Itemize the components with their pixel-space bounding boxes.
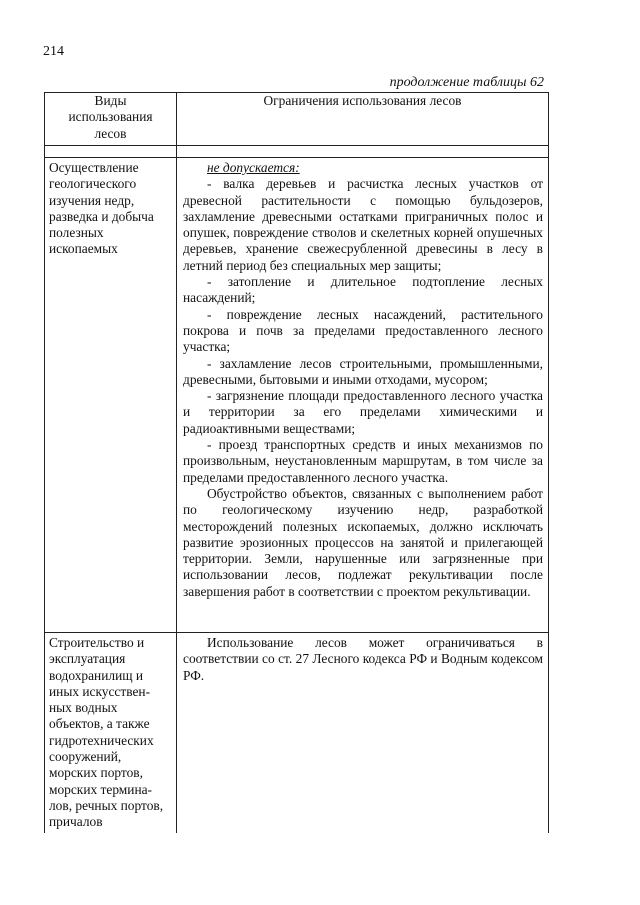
- table-row: [45, 158, 549, 633]
- use-type-cell: Осуществление геологического изучения недр, разведка и добыча полезных ископаемых: [45, 158, 177, 633]
- restrictions-table: [44, 92, 549, 833]
- page-number: 214: [43, 44, 64, 59]
- restriction-item: - проезд транспортных средств и иных механизмов по произвольным, неустановленным маршрутам, в том числе за пределами предоставленного лесного участка.: [183, 437, 543, 485]
- table-caption: продолжение таблицы 62: [389, 75, 544, 90]
- restriction-item: - валка деревьев и расчистка лесных участков от древесной растительности с помощью бульдозеров, захламление древесными остатками приграничных полос и опушек, повреждение стволов и скелетных корней опушечных деревьев, хранение свежесрубленной древесины в лесу в летний период без специальных мер защиты;: [183, 176, 543, 273]
- spacer-cell: [177, 146, 549, 158]
- use-type-cell: Строительство и эксплуатация водохранилищ и иных искусствен- ных водных объектов, а также гидротехнических сооружений, морских портов, морских термина- лов, речных портов, причалов: [45, 633, 177, 834]
- table-spacer-row: [45, 146, 549, 158]
- restriction-paragraph: Обустройство объектов, связанных с выполнением работ по геологическому изучению недр, разработкой месторождений полезных ископаемых, должно исключать развитие эрозионных процессов на занятой и прилегающей территории. Земли, нарушенные или загрязненные при использовании лесов, подлежат рекультивации после завершения работ в соответствии с проектом рекультивации.: [183, 485, 543, 599]
- restrictions-cell: [177, 158, 549, 633]
- restriction-paragraph: Использование лесов может ограничиваться в соответствии со ст. 27 Лесного кодекса РФ и Водным кодексом РФ.: [183, 635, 543, 683]
- restriction-item: - затопление и длительное подтопление лесных насаждений;: [183, 274, 543, 306]
- header-restrictions: Ограничения использования лесов: [177, 93, 549, 146]
- restrictions-cell: [177, 633, 549, 834]
- restriction-lead: не допускается:: [207, 160, 300, 175]
- restriction-item: - захламление лесов строительными, промышленными, древесными, бытовыми и иными отходами, мусором;: [183, 355, 543, 387]
- table-row: [45, 633, 549, 834]
- restriction-item: - повреждение лесных насаждений, растительного покрова и почв за пределами предоставленного лесного участка;: [183, 306, 543, 355]
- table-header-row: [45, 93, 549, 146]
- header-forest-use-types: Виды использования лесов: [45, 93, 177, 146]
- restriction-item: - загрязнение площади предоставленного лесного участка и территории за его пределами химическими и радиоактивными веществами;: [183, 388, 543, 436]
- spacer-cell: [45, 146, 177, 158]
